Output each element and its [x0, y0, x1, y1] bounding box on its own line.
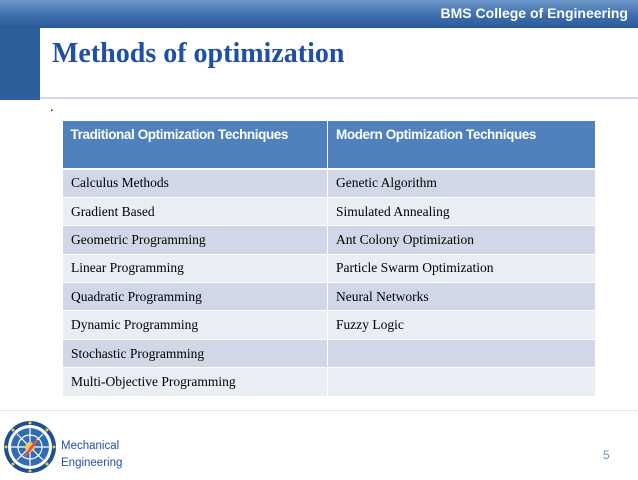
- traditional-cell: Dynamic Programming: [63, 311, 328, 339]
- table-row: [63, 283, 596, 311]
- header-modern: Modern Optimization Techniques: [328, 121, 596, 169]
- traditional-cell: Quadratic Programming: [63, 283, 328, 311]
- traditional-cell: Stochastic Programming: [63, 339, 328, 367]
- header-traditional: Traditional Optimization Techniques: [63, 121, 328, 169]
- college-emblem-icon: [2, 417, 58, 475]
- modern-cell: Fuzzy Logic: [328, 311, 596, 339]
- college-name: BMS College of Engineering: [440, 5, 628, 21]
- modern-cell: Particle Swarm Optimization: [328, 254, 596, 282]
- modern-cell: [328, 368, 596, 396]
- title-divider: [40, 97, 638, 99]
- table-row: [63, 339, 596, 367]
- page-number: 5: [603, 448, 610, 462]
- bullet-point: .: [50, 100, 54, 115]
- left-accent-bar: [0, 28, 40, 100]
- department-line-1: Mechanical: [61, 440, 120, 452]
- department-label: [61, 438, 122, 472]
- table-header-row: [63, 121, 596, 169]
- modern-cell: [328, 339, 596, 367]
- table-row: [63, 311, 596, 339]
- slide-title: Methods of optimization: [52, 38, 345, 69]
- optimization-methods-table: [62, 121, 596, 397]
- table-row: [63, 368, 596, 396]
- modern-cell: Simulated Annealing: [328, 197, 596, 225]
- table-row: [63, 169, 596, 197]
- modern-cell: Ant Colony Optimization: [328, 226, 596, 254]
- traditional-cell: Multi-Objective Programming: [63, 368, 328, 396]
- department-line-2: Engineering: [61, 457, 123, 469]
- traditional-cell: Linear Programming: [63, 254, 328, 282]
- modern-cell: Genetic Algorithm: [328, 169, 596, 197]
- header-bar: [0, 0, 638, 28]
- table-row: [63, 254, 596, 282]
- traditional-cell: Geometric Programming: [63, 226, 328, 254]
- modern-cell: Neural Networks: [328, 283, 596, 311]
- traditional-cell: Calculus Methods: [63, 169, 328, 197]
- footer-divider: [0, 410, 638, 411]
- table-row: [63, 197, 596, 225]
- traditional-cell: Gradient Based: [63, 197, 328, 225]
- table-row: [63, 226, 596, 254]
